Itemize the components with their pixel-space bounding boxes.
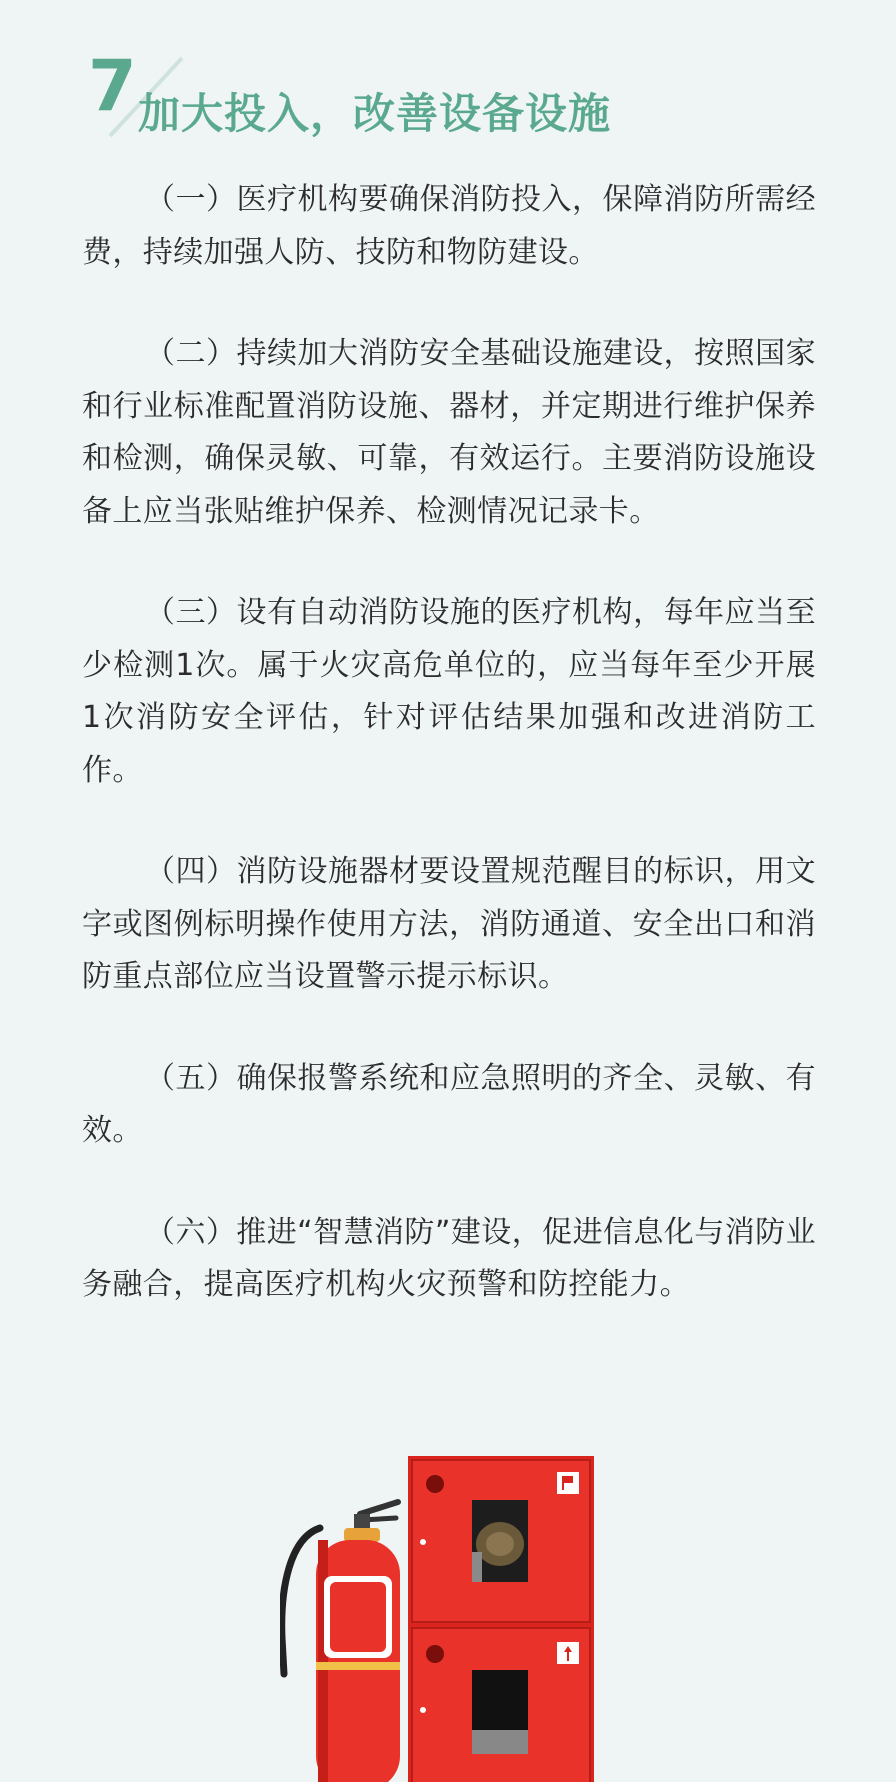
fire-equipment-illustration [280,1448,620,1782]
paragraph-6: （六）推进“智慧消防”建设，促进信息化与消防业务融合，提高医疗机构火灾预警和防控能力。 [82,1214,816,1302]
paragraph-3: （三）设有自动消防设施的医疗机构，每年应当至少检测1次。属于火灾高危单位的，应当每年至少开展1次消防安全评估，针对评估结果加强和改进消防工作。 [82,595,816,788]
article-body [82,174,816,1361]
section-heading [88,46,848,156]
section-number: 7 [88,45,137,127]
paragraph-1: （一）医疗机构要确保消防投入，保障消防所需经费，持续加强人防、技防和物防建设。 [82,182,816,270]
fire-hose-cabinet-icon [408,1456,594,1782]
paragraph-5: （五）确保报警系统和应急照明的齐全、灵敏、有效。 [82,1060,816,1148]
paragraph-4: （四）消防设施器材要设置规范醒目的标识，用文字或图例标明操作使用方法，消防通道、安全出口和消防重点部位应当设置警示提示标识。 [82,854,816,994]
paragraph-2: （二）持续加大消防安全基础设施建设，按照国家和行业标准配置消防设施、器材，并定期进行维护保养和检测，确保灵敏、可靠，有效运行。主要消防设施设备上应当张贴维护保养、检测情况记录卡。 [82,336,816,529]
section-title: 加大投入，改善设备设施 [138,89,612,138]
fire-extinguisher-icon [282,1502,400,1782]
